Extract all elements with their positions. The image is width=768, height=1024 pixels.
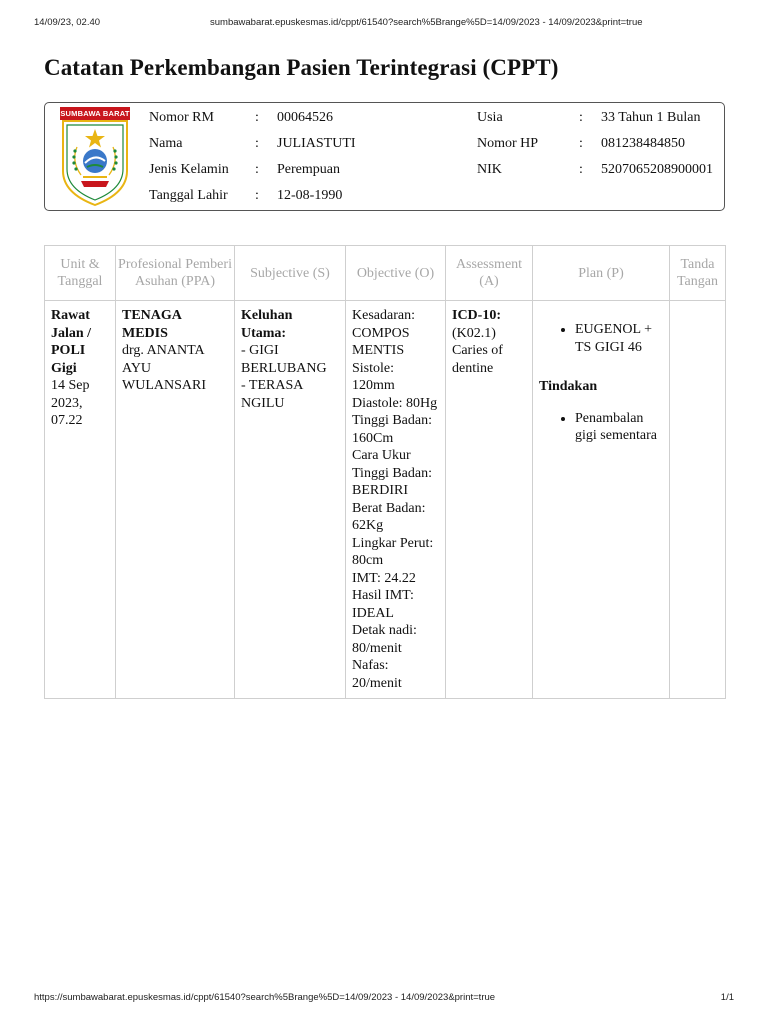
page-number: 1/1 (720, 992, 734, 1003)
cell-ppa (116, 301, 235, 699)
table-row (45, 301, 726, 699)
subjective-line: - TERASA NGILU (241, 378, 303, 411)
assessment-text: (K02.1) Caries of dentine (452, 325, 503, 376)
info-colon: : (579, 162, 583, 177)
info-label: Nomor HP (477, 136, 539, 151)
plan-item: • EUGENOL + TS GIGI 46 (575, 321, 663, 356)
cell-assessment (446, 301, 533, 699)
info-value-usia: 33 Tahun 1 Bulan (601, 110, 701, 125)
info-label: Nomor RM (149, 110, 214, 125)
subjective-title: Keluhan Utama: (241, 308, 293, 341)
info-colon: : (579, 136, 583, 151)
objective-line: Sistole: 120mm (352, 360, 395, 393)
objective-line: Hasil IMT: IDEAL (352, 588, 414, 621)
column-header-plan: Plan (P) (533, 246, 670, 301)
info-value-nik: 5207065208900001 (601, 162, 713, 177)
info-value-jenis-kelamin: Perempuan (277, 162, 340, 177)
info-value-nama: JULIASTUTI (277, 136, 356, 151)
cell-tanda-tangan (670, 301, 726, 699)
info-colon: : (255, 162, 259, 177)
subjective-line: - GIGI BERLUBANG (241, 343, 327, 376)
info-value-nomor-rm: 00064526 (277, 110, 333, 125)
print-header (0, 17, 768, 31)
plan-list (537, 321, 663, 356)
footer-url: https://sumbawabarat.epuskesmas.id/cppt/61540?search%5Brange%5D=14/09/2023 - 14/09/2023&print=true (34, 992, 496, 1003)
info-label: Jenis Kelamin (149, 162, 229, 177)
info-value-tanggal-lahir: 12-08-1990 (277, 188, 343, 203)
table-header-row (45, 246, 726, 301)
objective-line: Diastole: 80Hg (352, 395, 438, 411)
page-title: Catatan Perkembangan Pasien Terintegrasi (CPPT) (44, 55, 559, 80)
cell-subjective (235, 301, 346, 699)
column-header-ppa: Profesional Pemberi Asuhan (PPA) (116, 246, 235, 301)
objective-line: Cara Ukur Tinggi Badan: BERDIRI (352, 448, 432, 498)
objective-line: Tinggi Badan: 160Cm (352, 413, 432, 446)
cppt-table (44, 245, 726, 699)
plan-action-list (537, 410, 663, 445)
column-header-tanda-tangan: Tanda Tangan (670, 246, 726, 301)
column-header-subjective: Subjective (S) (235, 246, 346, 301)
info-colon: : (255, 188, 259, 203)
info-label: NIK (477, 162, 502, 177)
unit-name: Rawat Jalan / POLI Gigi (51, 308, 92, 376)
column-header-assessment: Assessment (A) (446, 246, 533, 301)
info-colon: : (579, 110, 583, 125)
ppa-role: TENAGA MEDIS (122, 308, 182, 341)
visit-date: 14 Sep 2023, 07.22 (51, 378, 90, 428)
objective-line: Detak nadi: 80/menit (352, 623, 417, 656)
plan-action-item: • Penambalan gigi sementara (575, 410, 663, 445)
objective-line: Nafas: 20/menit (352, 658, 402, 691)
print-url: sumbawabarat.epuskesmas.id/cppt/61540?search%5Brange%5D=14/09/2023 - 14/09/2023&print=true (210, 17, 643, 28)
objective-line: Berat Badan: 62Kg (352, 500, 426, 533)
print-footer (0, 992, 768, 1006)
column-header-objective: Objective (O) (346, 246, 446, 301)
info-label: Tanggal Lahir (149, 188, 228, 203)
cell-unit-tanggal (45, 301, 116, 699)
objective-line: Lingkar Perut: 80cm (352, 535, 434, 568)
logo-banner: SUMBAWA BARAT (60, 109, 130, 118)
objective-line: IMT: 24.22 (352, 570, 416, 586)
cell-plan (533, 301, 670, 699)
column-header-unit-tanggal: Unit & Tanggal (45, 246, 116, 301)
patient-info-card (44, 102, 725, 211)
print-datetime: 14/09/23, 02.40 (34, 17, 101, 28)
plan-action-title: Tindakan (539, 379, 598, 394)
cell-objective (346, 301, 446, 699)
info-value-nomor-hp: 081238484850 (601, 136, 685, 151)
objective-line: Kesadaran: COMPOS MENTIS (352, 308, 415, 358)
info-colon: : (255, 110, 259, 125)
info-label: Usia (477, 110, 503, 125)
ppa-name: drg. ANANTA AYU WULANSARI (122, 343, 206, 393)
assessment-code-label: ICD-10: (452, 308, 501, 323)
info-colon: : (255, 136, 259, 151)
info-label: Nama (149, 136, 183, 151)
patient-details (45, 103, 724, 210)
